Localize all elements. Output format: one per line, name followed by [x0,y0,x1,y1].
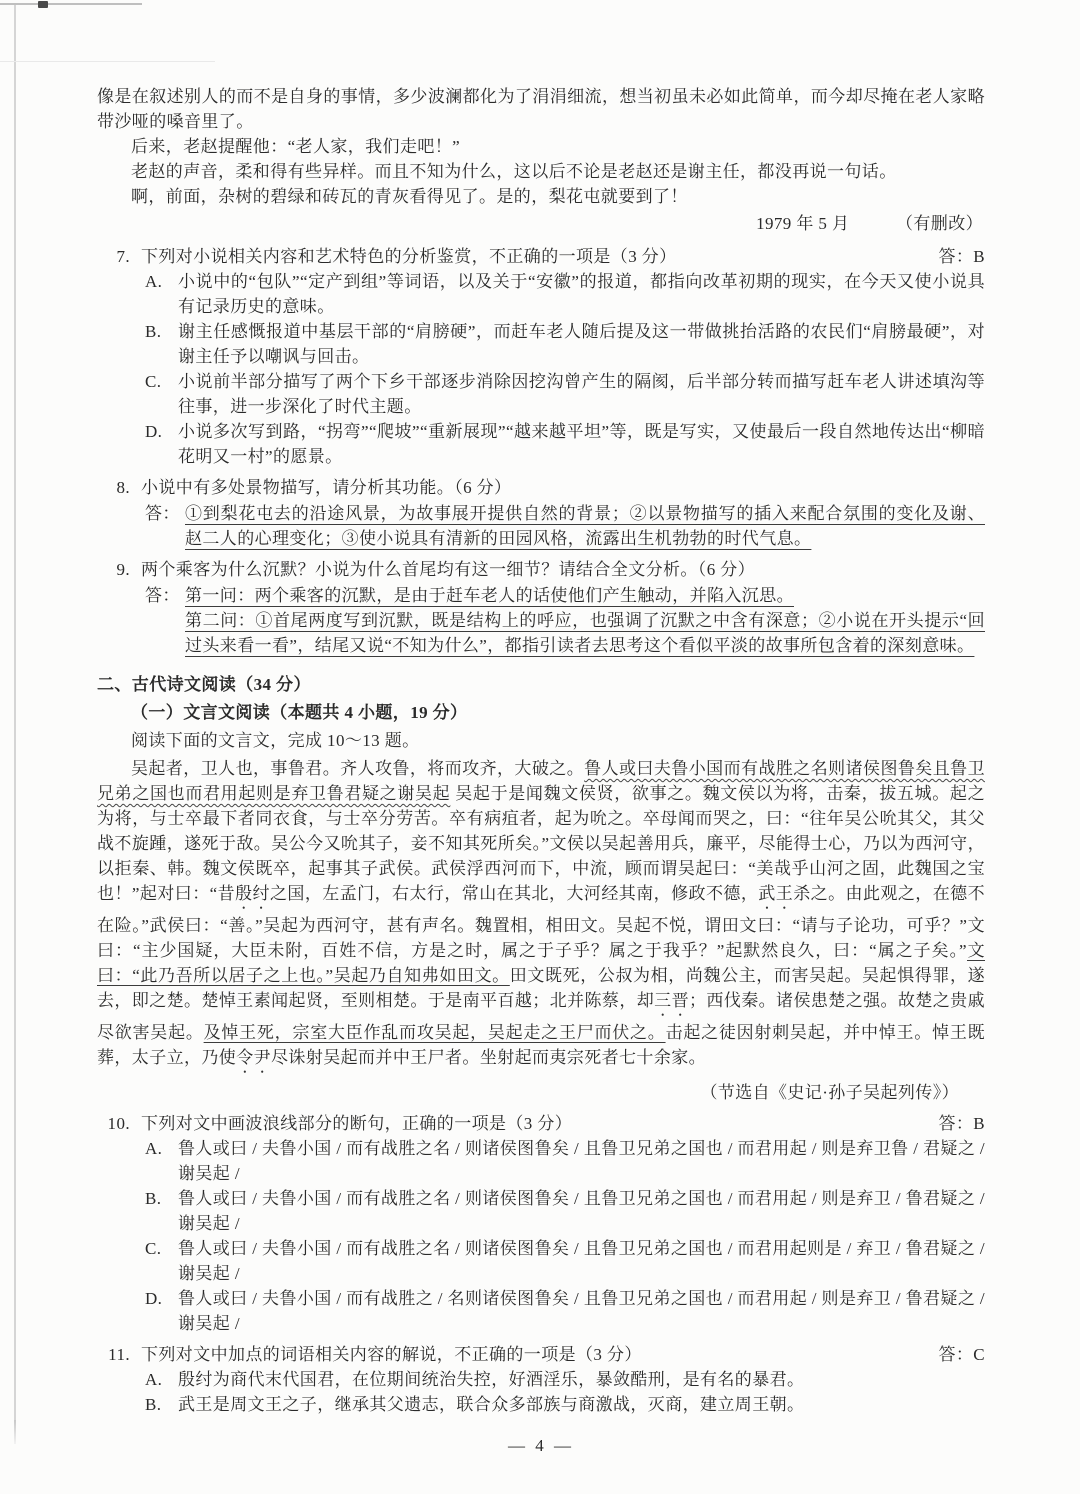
option-text: 小说前半部分描写了两个下乡干部逐步消除因挖沟曾产生的隔阂，后半部分转而描写赶车老人讲述填沟等往事，进一步深化了时代主题。 [178,372,985,416]
question-number: 8. [116,478,130,497]
option-c [97,369,985,419]
question-number: 11. [108,1345,130,1364]
question-7-head [97,244,985,269]
passage-segment-plain: 击起之徒因射刺吴起，并中悼王。悼王既葬，太子立，乃使 [97,1023,986,1067]
passage-segment-plain: 杀之。由此观之，在德不在险。”武侯曰：“善。”吴起为西河守，甚有声名。魏置相，相田文。吴起不悦，谓田文曰：“请与子论功，可乎？”文曰：“主少国疑，大臣未附，百姓不信，方是之时，属之于子乎？属之于我乎？”起默然良久，曰：“属之子矣。” [97,884,985,960]
passage-segment-dot: 三晋 [654,991,689,1010]
question-11 [97,1342,985,1417]
passage-segment-plain: 尽诛射吴起而并中王尸者。坐射起而夷宗死者七十余家。 [271,1048,707,1067]
scan-faint-line [0,61,215,62]
option-text: 小说多次写到路，“拐弯”“爬坡”“重新展现”“越来越平坦”等，既是写实，又使最后一段自然地传达出“柳暗花明又一村”的愿景。 [178,422,985,466]
question-10-head [97,1111,985,1136]
option-text: 殷纣为商代末代国君，在位期间统治失控，好酒淫乐，暴敛酷刑，是有名的暴君。 [178,1370,805,1389]
answer-part-2: 第二问：①首尾两度写到沉默，既是结构上的呼应，也强调了沉默之中含有深意；②小说在开头提示“回过头来看一看”，结尾又说“不知为什么”，都指引读者去思考这个看似平淡的故事所包含着的深刻意味。 [185,611,985,655]
answer-label: 答： [145,504,180,523]
question-stem: 下列对文中画波浪线部分的断句，正确的一项是（3 分） [141,1114,573,1133]
passage-segment-plain: ；西伐秦。诸侯患楚之强。故楚之贵戚尽欲害吴起。 [97,991,985,1042]
option-a [97,269,985,319]
section-2 [97,672,985,1105]
passage-segment-plain: 田文既死，公叔为相，尚魏公主，而害吴起。吴起惧得罪，遂去，即之楚。楚悼王素闻起贤，至则相楚。于是南平百越；北并陈蔡，却 [97,966,985,1010]
scan-top-mark [38,1,48,8]
scan-top-line [0,3,142,5]
option-a [97,1136,985,1186]
passage-edit-note: （有删改） [896,214,983,233]
option-text: 鲁人或曰 / 夫鲁小国 / 而有战胜之名 / 则诸侯图鲁矣 / 且鲁卫兄弟之国也 / 而君用起 / 则是弃卫 / 鲁君疑之 / 谢吴起 / [178,1189,985,1233]
option-b [97,1186,985,1236]
option-d [97,1286,985,1336]
question-8-head [97,475,985,500]
option-label: A. [145,272,163,291]
passage-segment-plain: 之国，左孟门，右太行，常山在其北，大河经其南，修政不德， [269,884,759,903]
scan-bottom-fade [14,1420,16,1444]
answer-part-1: 第一问：两个乘客的沉默，是由于赶车老人的话使他们产生触动，并陷入沉思。 [185,586,794,605]
passage-segment-uline: 文曰：“此乃吾所以居子之上也。”吴起乃自知弗如田文。 [97,941,985,985]
question-number: 7. [116,247,130,266]
question-11-head [97,1342,985,1367]
question-9-answer [97,583,985,658]
answer-key: 答：C [938,1345,985,1364]
question-stem: 下列对小说相关内容和艺术特色的分析鉴赏，不正确的一项是（3 分） [141,247,677,266]
passage-segment-dot: 武王 [758,884,794,903]
question-9 [97,557,985,658]
classical-passage [97,756,985,1077]
question-number: 10. [107,1114,130,1133]
passage-segment-dot: 殷纣 [235,884,270,903]
question-8 [97,475,985,551]
question-9-head [97,557,985,582]
option-label: B. [145,1395,162,1414]
option-label: D. [145,422,163,441]
option-text: 鲁人或曰 / 夫鲁小国 / 而有战胜之 / 名则诸侯图鲁矣 / 且鲁卫兄弟之国也 / 而君用起 / 则是弃卫 / 鲁君疑之 / 谢吴起 / [178,1289,985,1333]
option-label: C. [145,372,162,391]
option-label: A. [145,1370,163,1389]
question-stem: 小说中有多处景物描写，请分析其功能。（6 分） [141,478,512,497]
question-10 [97,1111,985,1336]
option-text: 鲁人或曰 / 夫鲁小国 / 而有战胜之名 / 则诸侯图鲁矣 / 且鲁卫兄弟之国也 / 而君用起 / 则是弃卫鲁 / 君疑之 / 谢吴起 / [178,1139,985,1183]
passage-segment-dot: 令尹 [236,1048,272,1067]
passage-paragraph: 像是在叙述别人的而不是自身的事情，多少波澜都化为了涓涓细流，想当初虽未必如此简单，而今却尽掩在老人家略带沙哑的嗓音里了。 [97,87,985,131]
option-label: B. [145,322,162,341]
section-instruction: 阅读下面的文言文，完成 10～13 题。 [131,731,420,750]
option-text: 谢主任感慨报道中基层干部的“肩膀硬”，而赶车老人随后提及这一带做挑抬活路的农民们“肩膀最硬”，对谢主任予以嘲讽与回击。 [178,322,985,366]
section-subtitle: （一）文言文阅读（本题共 4 小题，19 分） [131,703,468,722]
question-stem: 两个乘客为什么沉默？小说为什么首尾均有这一细节？请结合全文分析。（6 分） [141,560,756,579]
answer-text-group [185,583,985,658]
option-d [97,419,985,469]
passage-dialogue: 后来，老赵提醒他：“老人家，我们走吧！” [131,137,461,156]
passage-segment-plain: 吴起于是闻魏文侯贤，欲事之。魏文侯以为将，击秦，拔五城。起之为将，与士卒最下者同衣食，与士卒分劳苦。卒有病疽者，起为吮之。卒母闻而哭之，曰：“往年吴公吮其父，其父战不旋踵，遂死于敌。吴公今又吮其子，妾不知其死所矣。”文侯以吴起善用兵，廉平，尽能得士心，乃以为西河守，以拒秦、韩。魏文侯既卒，起事其子武侯。武侯浮西河而下，中流，顾而谓吴起曰：“美哉乎山河之固，此魏国之宝也！”起对曰：“昔 [97,784,985,903]
option-a [97,1367,985,1392]
scan-left-line [14,5,16,1443]
page-content [97,84,985,1458]
passage-segment-wavy: 鲁人或曰夫鲁小国而有战胜之名则诸侯图鲁矣且鲁卫兄弟之国也而君用起则是弃卫鲁君疑之谢吴起 [97,759,985,803]
option-label: A. [145,1139,163,1158]
question-7 [97,244,985,469]
answer-key: 答：B [938,1114,985,1133]
option-text: 武王是周文王之子，继承其父遗志，联合众多部族与商激战，灭商，建立周王朝。 [178,1395,805,1414]
passage-segment-plain: 吴起者，卫人也，事鲁君。齐人攻鲁，将而攻齐，大破之。 [131,759,585,778]
option-b [97,319,985,369]
option-text: 鲁人或曰 / 夫鲁小国 / 而有战胜之名 / 则诸侯图鲁矣 / 且鲁卫兄弟之国也 / 而君用起则是 / 弃卫 / 鲁君疑之 / 谢吴起 / [178,1239,985,1283]
answer-text: ①到梨花屯去的沿途风景，为故事展开提供自然的背景；②以景物描写的插入来配合氛围的变化及谢、赵二人的心理变化；③使小说具有清新的田园风格，流露出生机勃勃的时代气息。 [185,504,985,548]
answer-label: 答： [145,586,180,605]
page-number: — 4 — [508,1436,574,1455]
option-b [97,1392,985,1417]
option-label: B. [145,1189,162,1208]
option-label: D. [145,1289,163,1308]
option-c [97,1236,985,1286]
passage-dateline [97,211,983,236]
section-title: 二、古代诗文阅读（34 分） [97,675,311,694]
passage-segment-uline: 及悼王死，宗室大臣作乱而攻吴起，吴起走之王尸而伏之。 [203,1023,666,1042]
passage-dialogue: 啊，前面，杂树的碧绿和砖瓦的青灰看得见了。是的，梨花屯就要到了！ [131,187,688,206]
option-label: C. [145,1239,162,1258]
passage-date: 1979 年 5 月 [756,214,850,233]
question-stem: 下列对文中加点的词语相关内容的解说，不正确的一项是（3 分） [141,1345,642,1364]
passage-dialogue: 老赵的声音，柔和得有些异样。而且不知为什么，这以后不论是老赵还是谢主任，都没再说一句话。 [131,162,897,181]
question-8-answer [97,501,985,551]
passage-ending [97,84,985,236]
passage-source: （节选自《史记·孙子吴起列传》） [700,1083,959,1102]
answer-key: 答：B [938,247,985,266]
option-text: 小说中的“包队”“定产到组”等词语，以及关于“安徽”的报道，都指向改革初期的现实，在今天又使小说具有记录历史的意味。 [178,272,985,316]
question-number: 9. [116,560,130,579]
